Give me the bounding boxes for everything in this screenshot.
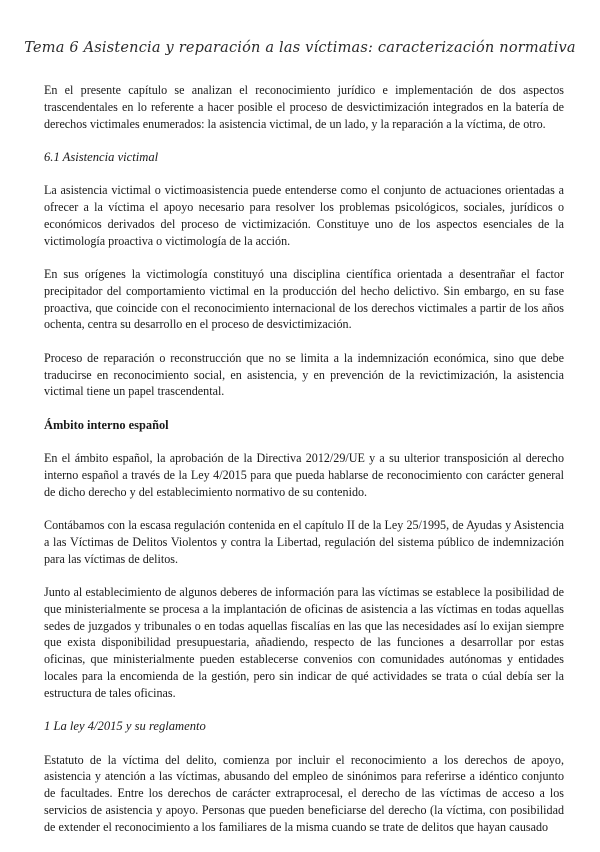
section-heading-asistencia-victimal: 6.1 Asistencia victimal bbox=[44, 149, 159, 164]
paragraph: La asistencia victimal o victimoasistencia puede entenderse como el conjunto de actuaciones orientadas a ofrecer a la víctima el apoyo necesario para resolver los problemas psicológicos, sociales, jurídicos o económicos derivados del proceso de victimización. Constituye uno de los aspectos esenciales de la victimología proactiva o victimología de la acción. bbox=[44, 183, 564, 248]
paragraph: Junto al establecimiento de algunos deberes de información para las víctimas se establece la posibilidad de que ministerialmente se procesa a la implantación de oficinas de asistencia a las víctimas en todas aquellas sedes de juzgados y tribunales o en todas aquellas fiscalías en las que las necesidades así lo exijan siempre que exista disponibilidad presupuestaria, añadiendo, respecto de las funciones a desarrollar por estas oficinas, que ministerialmente pueden establecerse convenios con comunidades autónomas y entidades locales para la encomienda de la gestión, pero sin indicar de qué actividades se trata o cúal debía ser la estructura de tales oficinas. bbox=[44, 584, 564, 700]
intro-paragraph: En el presente capítulo se analizan el reconocimiento jurídico e implementación de dos aspectos trascendentales en lo referente a hacer posible el proceso de desvictimización integrados en la batería de derechos victimales enumerados: la asistencia victimal, de un lado, y la reparación a la víctima, de otro. bbox=[44, 83, 564, 131]
document-body bbox=[44, 82, 564, 852]
paragraph: En sus orígenes la victimología constituyó una disciplina científica orientada a desentrañar el factor precipitador del comportamiento victimal en la producción del hecho delictivo. Sin embargo, en su fase proactiva, que coincide con el reconocimiento internacional de los derechos victimales a partir de los años ochenta, centra su desarrollo en el proceso de desvictimización. bbox=[44, 267, 564, 332]
document-title: Tema 6 Asistencia y reparación a las víctimas: caracterización normativa bbox=[24, 40, 576, 56]
paragraph: Contábamos con la escasa regulación contenida en el capítulo II de la Ley 25/1995, de Ayudas y Asistencia a las Víctimas de Delitos Violentos y contra la Libertad, regulación del sistema público de indemnización para las víctimas de delitos. bbox=[44, 518, 564, 566]
paragraph: Proceso de reparación o reconstrucción que no se limita a la indemnización económica, sino que debe traducirse en reconocimiento social, en asistencia, y en prevención de la revictimización, la asistencia victimal tiene un papel trascendental. bbox=[44, 350, 564, 399]
paragraph: En el ámbito español, la aprobación de la Directiva 2012/29/UE y a su ulterior transposición al derecho interno español a través de la Ley 4/2015 para que pueda hablarse de reconocimiento con carácter general de dicho derecho y del establecimiento normativo de su contenido. bbox=[44, 451, 564, 499]
section-heading-ambito-interno: Ámbito interno español bbox=[44, 417, 169, 432]
section-heading-ley-4-2015: 1 La ley 4/2015 y su reglamento bbox=[44, 719, 206, 734]
paragraph: Estatuto de la víctima del delito, comienza por incluir el reconocimiento a los derechos de apoyo, asistencia y atención a las víctimas, abusando del empleo de sinónimos para referirse a idéntico conjunto de facultades. Entre los derechos de carácter extraprocesal, el derecho de las víctimas de acceso a los servicios de asistencia y apoyo. Personas que pueden beneficiarse del derecho (la víctima, con posibilidad de extender el reconocimiento a los familiares de la misma cuando se trate de delitos que hayan causado bbox=[44, 752, 564, 834]
